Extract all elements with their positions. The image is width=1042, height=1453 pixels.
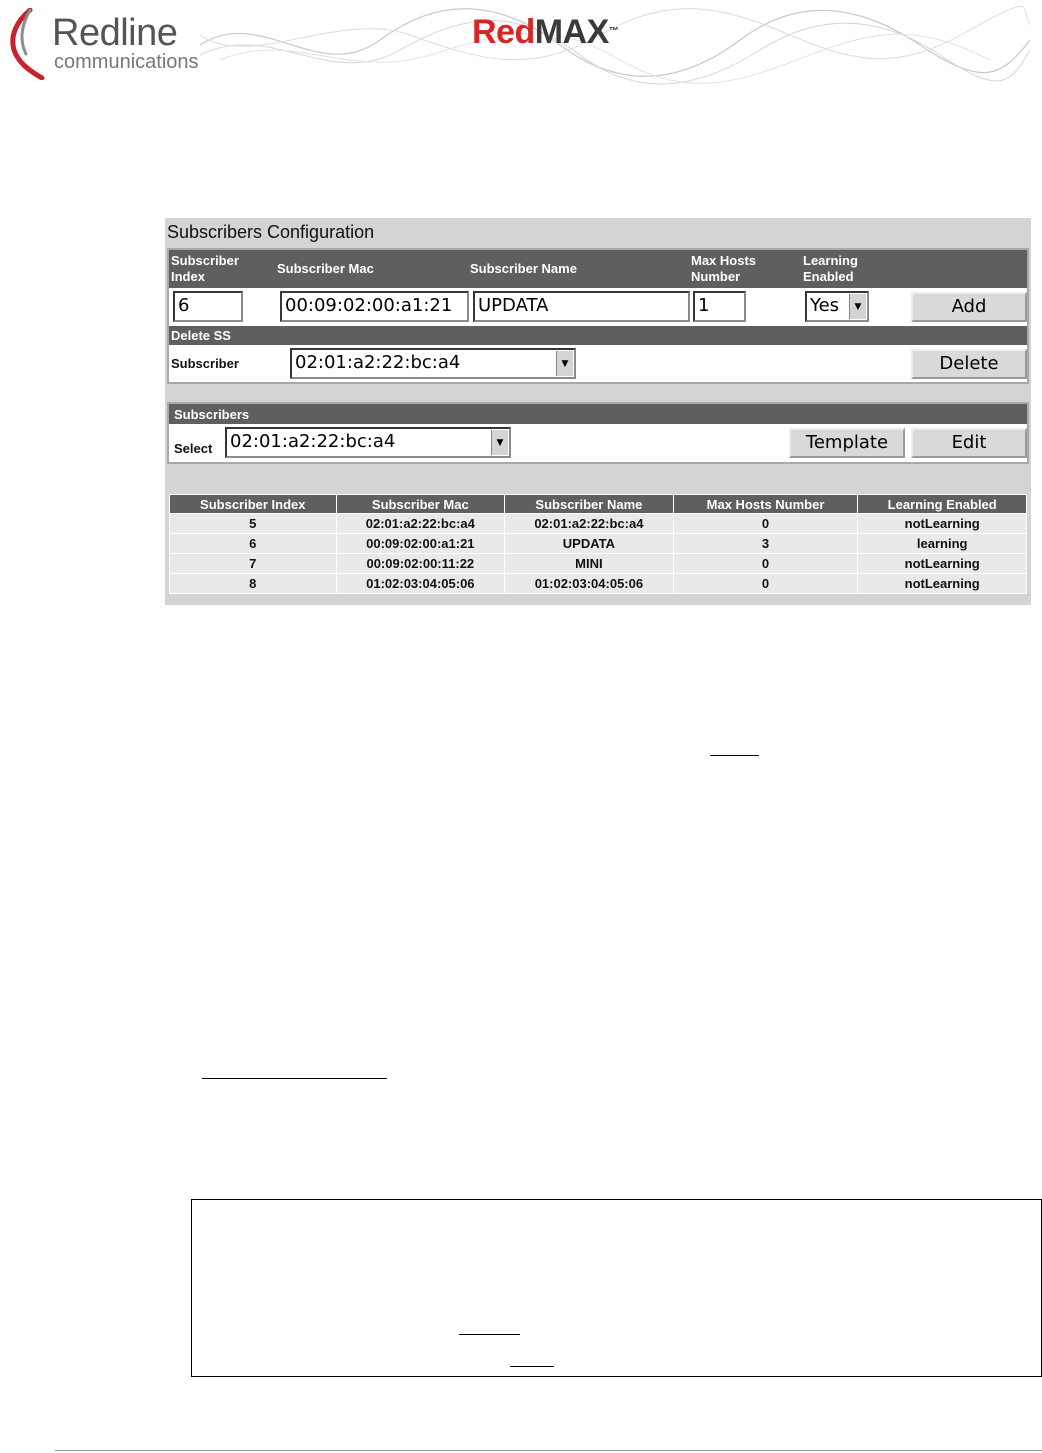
col-subscriber-name: Subscriber Name xyxy=(470,261,577,276)
note-underline-1 xyxy=(459,1334,520,1335)
template-button[interactable]: Template xyxy=(789,428,905,458)
table-cell: 00:09:02:00:11:22 xyxy=(337,554,505,573)
table-cell: notLearning xyxy=(858,554,1026,573)
logo-name: Redline xyxy=(52,12,178,54)
delete-ss-title: Delete SS xyxy=(171,328,231,343)
underline-2 xyxy=(202,1078,387,1079)
select-label: Select xyxy=(174,441,213,456)
product-logo xyxy=(472,14,618,50)
delete-subscriber-value: 02:01:a2:22:bc:a4 xyxy=(295,352,461,373)
table-cell: 02:01:a2:22:bc:a4 xyxy=(505,514,673,533)
learning-enabled-value: Yes xyxy=(810,295,840,316)
subscriber-name-input[interactable]: UPDATA xyxy=(473,291,690,322)
table-row xyxy=(170,514,1026,533)
col-subscriber-mac: Subscriber Mac xyxy=(277,261,374,276)
table-cell: 6 xyxy=(170,534,336,553)
table-row xyxy=(170,574,1026,593)
subscriber-label: Subscriber xyxy=(171,356,239,371)
subscriber-mac-input[interactable]: 00:09:02:00:a1:21 xyxy=(280,291,469,322)
table-header-cell: Subscriber Name xyxy=(505,495,673,513)
table-header-row xyxy=(170,495,1026,513)
col-max-hosts: Max Hosts Number xyxy=(691,253,757,284)
table-cell: MINI xyxy=(505,554,673,573)
subscribers-config-panel xyxy=(165,218,1031,605)
subscribers-table xyxy=(169,494,1027,594)
add-subscriber-header xyxy=(169,250,1027,288)
col-subscriber-index: Subscriber Index xyxy=(171,253,239,284)
redline-logo-icon xyxy=(6,8,46,80)
table-header-cell: Max Hosts Number xyxy=(674,495,858,513)
product-logo-max: MAX xyxy=(534,13,609,51)
table-header-cell: Learning Enabled xyxy=(858,495,1026,513)
table-row xyxy=(170,534,1026,553)
subscribers-header xyxy=(169,404,1027,424)
table-cell: 02:01:a2:22:bc:a4 xyxy=(337,514,505,533)
subscriber-select-value: 02:01:a2:22:bc:a4 xyxy=(230,431,396,452)
table-cell: UPDATA xyxy=(505,534,673,553)
table-cell: 0 xyxy=(674,514,858,533)
chevron-down-icon[interactable]: ▼ xyxy=(491,430,508,455)
subscriber-select[interactable] xyxy=(225,427,511,458)
col-learning-enabled: Learning Enabled xyxy=(803,253,858,284)
delete-ss-header xyxy=(169,326,1027,345)
trademark-symbol: ™ xyxy=(608,26,619,37)
table-cell: 7 xyxy=(170,554,336,573)
max-hosts-input[interactable]: 1 xyxy=(693,291,746,322)
add-button[interactable]: Add xyxy=(911,292,1027,322)
table-cell: notLearning xyxy=(858,574,1026,593)
note-underline-2 xyxy=(510,1366,554,1367)
table-cell: 01:02:03:04:05:06 xyxy=(505,574,673,593)
delete-button[interactable]: Delete xyxy=(911,349,1027,379)
learning-enabled-select[interactable] xyxy=(805,291,869,322)
table-cell: notLearning xyxy=(858,514,1026,533)
table-header-cell: Subscriber Mac xyxy=(337,495,505,513)
logo-subtitle: communications xyxy=(54,51,199,73)
table-cell: 3 xyxy=(674,534,858,553)
table-cell: learning xyxy=(858,534,1026,553)
table-header-cell: Subscriber Index xyxy=(170,495,336,513)
table-cell: 00:09:02:00:a1:21 xyxy=(337,534,505,553)
table-cell: 0 xyxy=(674,574,858,593)
table-row xyxy=(170,554,1026,573)
delete-subscriber-select[interactable] xyxy=(290,348,576,379)
chevron-down-icon[interactable]: ▼ xyxy=(849,294,866,319)
add-subscriber-box xyxy=(167,248,1029,384)
panel-title: Subscribers Configuration xyxy=(167,222,375,242)
note-box xyxy=(191,1199,1042,1377)
table-cell: 5 xyxy=(170,514,336,533)
subscribers-title: Subscribers xyxy=(174,407,250,422)
chevron-down-icon[interactable]: ▼ xyxy=(556,351,573,376)
underline-1 xyxy=(710,755,759,756)
subscriber-index-input[interactable]: 6 xyxy=(173,291,243,322)
page-header xyxy=(0,0,1042,88)
edit-button[interactable]: Edit xyxy=(911,428,1027,458)
table-cell: 8 xyxy=(170,574,336,593)
table-cell: 01:02:03:04:05:06 xyxy=(337,574,505,593)
subscribers-select-box xyxy=(167,402,1029,464)
product-logo-red: Red xyxy=(472,13,535,51)
footer-rule xyxy=(55,1450,1042,1451)
table-cell: 0 xyxy=(674,554,858,573)
